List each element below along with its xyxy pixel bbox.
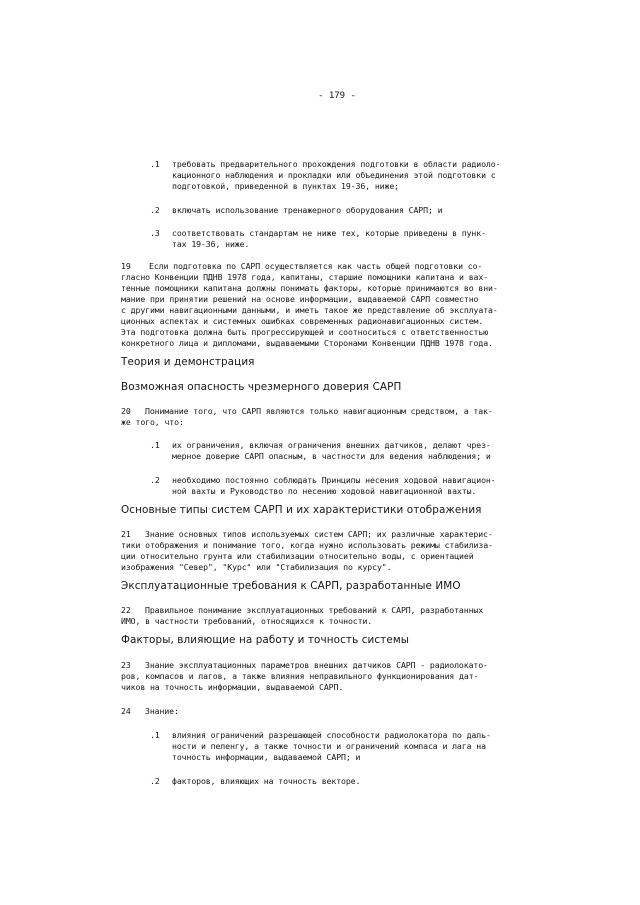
page-number: - 179 - <box>318 91 356 101</box>
paragraph-line: ИМО, в частности требований, относящихся к точности. <box>121 616 373 626</box>
paragraph-line: изображения "Север", "Курс" или "Стабилизация по курсу". <box>121 562 392 572</box>
paragraph-line: ционных аспектах и системных ошибках современных радионавигационных систем. <box>121 316 484 326</box>
section-heading-imo: Эксплуатационные требования к САРП, разработанные ИМО <box>121 580 461 592</box>
section-heading-types: Основные типы систем САРП и их характеристики отображения <box>121 504 482 516</box>
paragraph-line: гласно Конвенции ПДНВ 1978 года, капитаны, старшие помощники капитана и вах- <box>121 272 489 282</box>
item-number: .1 <box>150 159 160 169</box>
item-text-line: подготовкой, приведенной в пунктах 19-36, ниже; <box>172 181 399 191</box>
paragraph-line: ров, компасов и лагов, а также влияния неправильного функционирования дат- <box>121 671 479 681</box>
item-text-line: требовать предварительного прохождения подготовки в области радиоло- <box>172 159 501 169</box>
paragraph-line: конкретного лица и дипломами, выдаваемыми Сторонами Конвенции ПДНВ 1978 года. <box>121 338 493 348</box>
paragraph-line: Знание основных типов используемых систем САРП; их различные характерис- <box>145 529 493 539</box>
item-text-line: тах 19-36, ниже. <box>172 239 250 249</box>
paragraph-line: Эта подготовка должна быть прогрессирующей и соотноситься с ответственностью <box>121 327 489 337</box>
item-text-line: их ограничения, включая ограничения внешних датчиков, делают чрез- <box>172 440 491 450</box>
item-text-line: кационного наблюдения и прокладки или объединения этой подготовки с <box>172 170 496 180</box>
paragraph-number: 24 <box>121 706 131 716</box>
paragraph-number: 19 <box>121 261 131 271</box>
paragraph-line: же того, что: <box>121 417 184 427</box>
paragraph-line: Понимание того, что САРП являются только навигационным средством, а так- <box>145 406 493 416</box>
paragraph-line: Правильное понимание эксплуатационных требований к САРП, разработанных <box>145 605 484 615</box>
item-text-line: факторов, влияющих на точность векторе. <box>172 776 361 786</box>
item-text-line: мерное доверие САРП опасным, в частности для ведения наблюдения; и <box>172 451 491 461</box>
item-number: .2 <box>150 776 160 786</box>
section-heading-danger: Возможная опасность чрезмерного доверия САРП <box>121 381 402 393</box>
paragraph-line: Если подготовка по САРП осуществляется как часть общей подготовки со- <box>149 261 483 271</box>
item-text-line: соответствовать стандартам не ниже тех, которые приведены в пунк- <box>172 228 486 238</box>
item-number: .2 <box>150 475 160 485</box>
item-text-line: необходимо постоянно соблюдать Принципы несения ходовой навигацион- <box>172 475 496 485</box>
section-heading-factors: Факторы, влияющие на работу и точность системы <box>121 634 410 646</box>
paragraph-number: 21 <box>121 529 131 539</box>
item-number: .1 <box>150 730 160 740</box>
paragraph-line: Знание: <box>145 706 179 716</box>
item-number: .1 <box>150 440 160 450</box>
section-heading-theory: Теория и демонстрация <box>121 356 255 368</box>
paragraph-number: 22 <box>121 605 131 615</box>
item-text-line: точность информации, выдаваемой САРП; и <box>172 752 361 762</box>
paragraph-line: с другими навигационными данными, и иметь такое же представление об эксплуата- <box>121 305 498 315</box>
item-text-line: ности и пеленгу, а также точности и ограничений компаса и лага на <box>172 741 486 751</box>
paragraph-line: ции относительно грунта или стабилизации относительно воды, с ориентацией <box>121 551 474 561</box>
paragraph-line: тенные помощники капитана должны понимать факторы, которые принимаются во вни- <box>121 283 498 293</box>
item-number: .3 <box>150 228 160 238</box>
paragraph-line: чиков на точность информации, выдаваемой САРП. <box>121 682 344 692</box>
paragraph-number: 23 <box>121 660 131 670</box>
paragraph-number: 20 <box>121 406 131 416</box>
item-number: .2 <box>150 205 160 215</box>
paragraph-line: мание при принятии решений на основе информации, выдаваемой САРП совместно <box>121 294 479 304</box>
paragraph-line: Знание эксплуатационных параметров внешних датчиков САРП - радиолокато- <box>145 660 488 670</box>
item-text-line: включать использование тренажерного оборудования САРП; и <box>172 205 443 215</box>
item-text-line: влияния ограничений разрешающей способности радиолокатора по даль- <box>172 730 491 740</box>
paragraph-line: тики отображения и понимание того, когда нужно использовать режимы стабилиза- <box>121 540 493 550</box>
item-text-line: ной вахты и Руководство по несению ходовой навигационной вахты. <box>172 486 477 496</box>
